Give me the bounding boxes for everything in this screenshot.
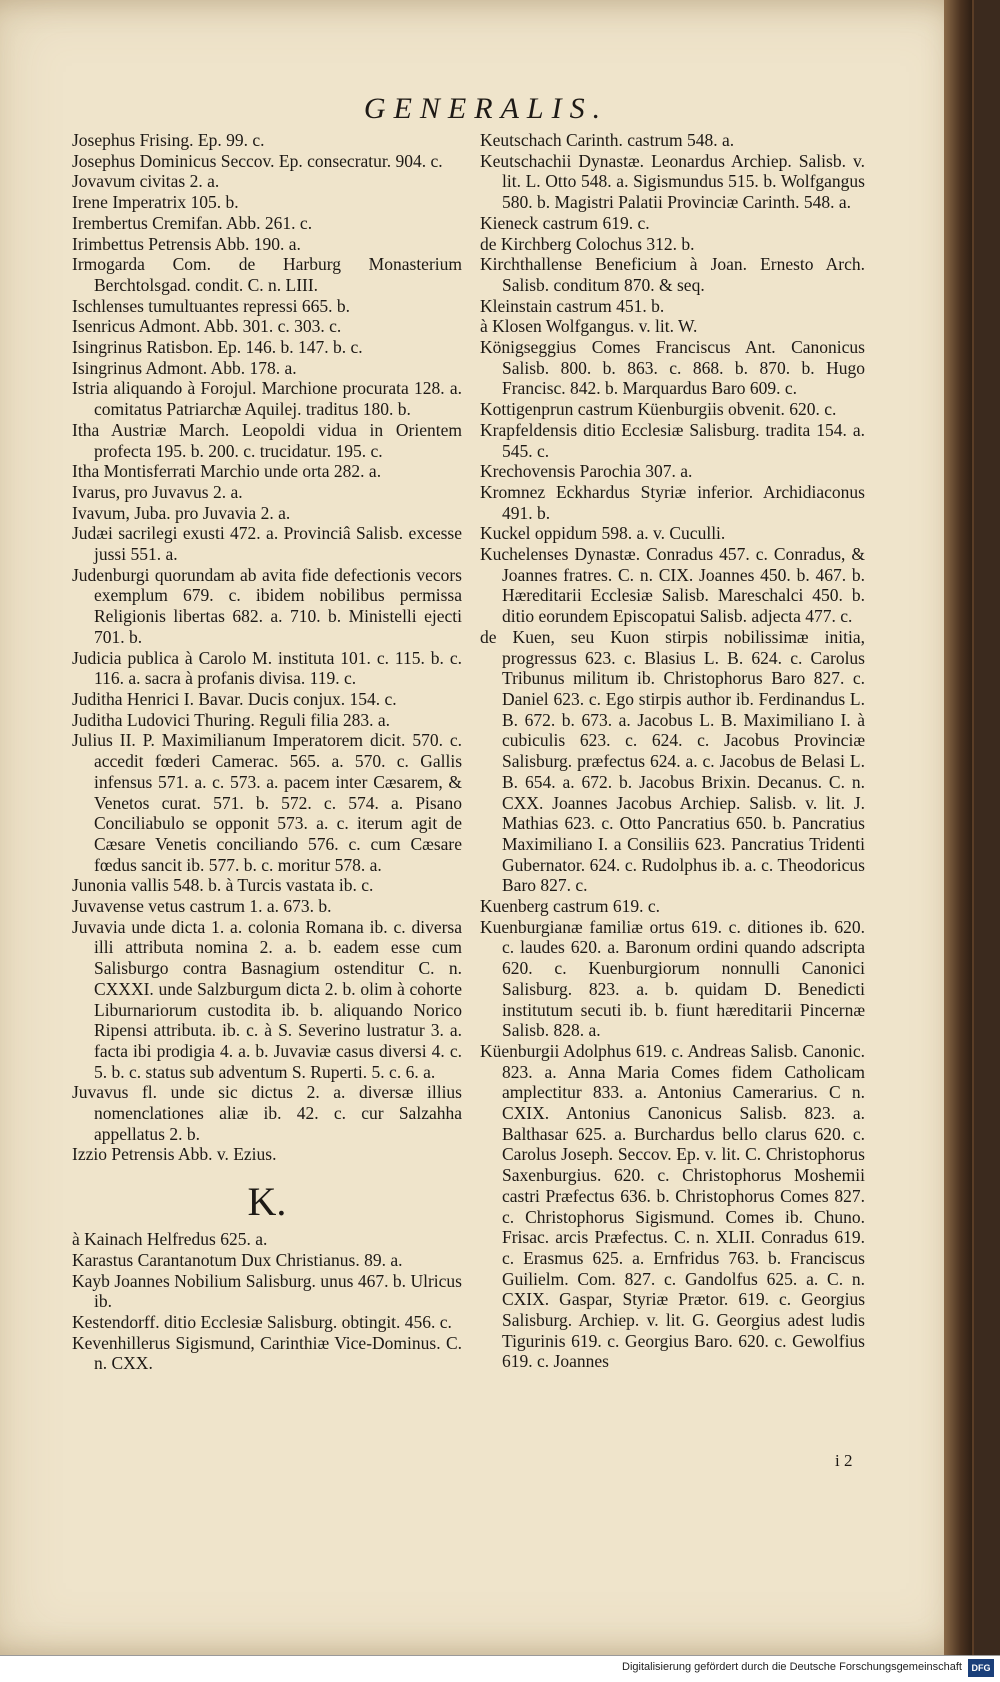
index-entry: Keutschach Carinth. castrum 548. a.: [480, 130, 735, 150]
index-entry: Kleinstain castrum 451. b.: [480, 295, 665, 316]
dfg-logo-icon: DFG: [968, 1659, 994, 1677]
index-entry: Juditha Ludovici Thuring. Reguli filia 283. a.: [72, 709, 391, 730]
index-entry: Juvavia unde dicta 1. a. colonia Romana ib. c. diversa illi attributa nomina 2. a. b. eadem esse cum Salisburgo contra Basnagium ostenditur C. n. CXXXI. unde Salzburgum dicta 2. b. olim à cohorte Liburnariorum custodita ib. b. aliquando Norico Ripensi attributa. ib. c. à S. Severino lustratur 3. a. facta ibi prodigia 4. a. b. Juvaviæ casus diversi 4. c. 5. b. c. status sub adventum S. Ruperti. 5. c. 6. a.: [72, 916, 462, 1082]
index-entry: Itha Austriæ March. Leopoldi vidua in Orientem profecta 195. b. 200. c. trucidatur. 195. c.: [72, 419, 462, 461]
index-entry: Isingrinus Admont. Abb. 178. a.: [72, 357, 297, 378]
index-entry: Judæi sacrilegi exusti 472. a. Provinciâ Salisb. excesse jussi 551. a.: [72, 523, 462, 565]
index-entry: Ivarus, pro Juvavus 2. a.: [72, 481, 243, 502]
index-entry: Königseggius Comes Franciscus Ant. Canonicus Salisb. 800. b. 863. c. 868. b. 870. b. Hugo Francisc. 842. b. Marquardus Baro 609. c.: [480, 337, 865, 399]
index-entry: Kieneck castrum 619. c.: [480, 212, 650, 233]
index-entry: Kuchelenses Dynastæ. Conradus 457. c. Conradus, & Joannes fratres. C. n. CIX. Joannes 450. b. 467. b. Hæreditarii Ecclesiæ Salisb. Mareschalci 450. b. ditio eorundem Episcopatui Salisb. adjecta 477. c.: [480, 544, 865, 627]
index-entry: Ivavum, Juba. pro Juvavia 2. a.: [72, 502, 291, 523]
index-entry: Itha Montisferrati Marchio unde orta 282. a.: [72, 461, 382, 482]
index-entry: Kottigenprun castrum Küenburgiis obvenit. 620. c.: [480, 399, 837, 420]
funding-credit: Digitalisierung gefördert durch die Deutsche Forschungsgemeinschaft: [622, 1661, 962, 1673]
index-entry: Irene Imperatrix 105. b.: [72, 192, 239, 213]
index-entry: Krapfeldensis ditio Ecclesiæ Salisburg. tradita 154. a. 545. c.: [480, 419, 865, 461]
page-header: GENERALIS.: [363, 92, 609, 125]
index-entry: Karastus Carantanotum Dux Christianus. 89. a.: [72, 1249, 403, 1270]
index-entry: Krechovensis Parochia 307. a.: [480, 461, 693, 482]
index-entry: Judicia publica à Carolo M. instituta 101. c. 115. b. c. 116. a. sacra à profanis divisa. 119. c.: [72, 647, 462, 689]
index-entry: Jovavum civitas 2. a.: [72, 171, 220, 192]
index-entry: Judenburgi quorundam ab avita fide defectionis vecors exemplum 679. c. ibidem nobilibus permissa Religionis libertas 682. a. 710. b. Ministelli ejecti 701. b.: [72, 564, 462, 647]
section-letter: K.: [247, 1179, 287, 1225]
footer-bar: [0, 1655, 1000, 1682]
index-entry: Juditha Henrici I. Bavar. Ducis conjux. 154. c.: [72, 688, 397, 709]
index-entry: Irimbettus Petrensis Abb. 190. a.: [72, 233, 301, 254]
page-edge: [944, 0, 972, 1660]
index-entry: Küenburgii Adolphus 619. c. Andreas Salisb. Canonic. 823. a. Anna Maria Comes fidem Catholicam amplectitur 833. a. Antonius Camerarius. C n. CXIX. Antonius Canonicus Salisb. 823. a. Balthasar 625. a. Burchardus bello clarus 620. c. Carolus Joseph. Seccov. Ep. v. lit. C. Christophorus Saxenburgius. 620. c. Christophorus Moshemii castri Præfectus 636. b. Christophorus Comes 827. c. Christophorus Sigismund. Comes ib. Chuno. Frisac. arcis Præfectus. C. n. XLII. Conradus 619. c. Erasmus 625. a. Ernfridus 763. b. Franciscus Guilielm. Com. 827. c. Gandolfus 625. a. C. n. CXIX. Gaspar, Styriæ Prætor. 619. c. Georgius Salisburg. Archiep. v. lit. G. Georgius adest ludis Tigurinis 619. c. Georgius Baro. 620. c. Gewolfius 619. c. Joannes: [480, 1040, 865, 1372]
index-entry: Kirchthallense Beneficium à Joan. Ernesto Arch. Salisb. conditum 870. & seq.: [480, 254, 865, 295]
index-entry: Istria aliquando à Forojul. Marchione procurata 128. a. comitatus Patriarchæ Aquilej. traditus 180. b.: [72, 378, 462, 420]
index-entry: Kuenburgianæ familiæ ortus 619. c. ditiones ib. 620. c. laudes 620. a. Baronum ordini quando adscripta 620. c. Kuenburgiorum nonnulli Canonici Salisburg. 823. a. b. quidam D. Benedicti institutum secuti ib. b. fiunt hæreditarii Pincernæ Salisb. 828. a.: [480, 916, 865, 1041]
left-column: [72, 130, 462, 1374]
index-entry: Kuckel oppidum 598. a. v. Cuculli.: [480, 523, 726, 544]
index-entry: à Kainach Helfredus 625. a.: [72, 1229, 268, 1250]
index-entry: Kromnez Eckhardus Styriæ inferior. Archidiaconus 491. b.: [480, 481, 865, 523]
signature-mark: i 2: [835, 1451, 853, 1470]
index-entry: Kestendorff. ditio Ecclesiæ Salisburg. obtingit. 456. c.: [72, 1311, 452, 1332]
index-entry: Isenricus Admont. Abb. 301. c. 303. c.: [72, 316, 342, 337]
index-entry: Josephus Frising. Ep. 99. c.: [72, 130, 265, 150]
index-entry: de Kirchberg Colochus 312. b.: [480, 233, 695, 254]
index-entry: Junonia vallis 548. b. à Turcis vastata ib. c.: [72, 875, 374, 896]
index-entry: Josephus Dominicus Seccov. Ep. consecratur. 904. c.: [72, 150, 443, 171]
index-entry: Isingrinus Ratisbon. Ep. 146. b. 147. b. c.: [72, 337, 363, 358]
index-entry: Juvavus fl. unde sic dictus 2. a. diversæ illius nomenclationes aliæ ib. 42. c. cur Salzahha appellatus 2. b.: [72, 1082, 462, 1144]
index-entry: Keutschachii Dynastæ. Leonardus Archiep. Salisb. v. lit. L. Otto 548. a. Sigismundus 515. b. Wolfgangus 580. b. Magistri Palatii Provinciæ Carinth. 548. a.: [480, 150, 865, 213]
index-entry: Julius II. P. Maximilianum Imperatorem dicit. 570. c. accedit fœderi Camerac. 565. a. 570. c. Gallis infensus 571. a. c. 573. a. pacem inter Cæsarem, & Venetos curat. 571. b. 572. c. 574. a. Pisano Conciliabulo se opponit 573. a. c. iterum agit de Cæsare Venetis conciliando 576. c. cum Cæsare fœdus sancit ib. 577. b. c. moritur 578. a.: [72, 730, 462, 875]
index-entry: de Kuen, seu Kuon stirpis nobilissimæ initia, progressus 623. c. Blasius L. B. 624. c. Carolus Tribunus militum ib. Christophorus Baro 827. c. Daniel 623. c. Ego stirpis author ib. Ferdinandus L. B. 672. b. 673. a. Jacobus L. B. Maximiliano I. à cubiculis 623. c. 624. c. Jacobus Provinciæ Salisburg. præfectus 624. a. c. Jacobus de Belasi L. B. 654. a. 672. b. Jacobus Brixin. Decanus. C. n. CXX. Joannes Jacobus Archiep. Salisb. v. lit. J. Mathias 623. c. Otto Pancratius 650. b. Pancratius Maximiliano I. a Consiliis 623. Pancratius Tridenti Gubernator. 624. c. Rudolphus ib. a. c. Theodoricus Baro 827. c.: [480, 626, 865, 896]
right-column: [480, 130, 865, 1372]
index-entry: Kevenhillerus Sigismund, Carinthiæ Vice-Dominus. C. n. CXX.: [72, 1332, 462, 1374]
index-entry: Kayb Joannes Nobilium Salisburg. unus 467. b. Ulricus ib.: [72, 1270, 462, 1312]
index-entry: Irembertus Cremifan. Abb. 261. c.: [72, 212, 313, 233]
index-entry: Irmogarda Com. de Harburg Monasterium Berchtolsgad. condit. C. n. LIII.: [72, 254, 462, 295]
index-entry: Kuenberg castrum 619. c.: [480, 896, 660, 917]
index-entry: Izzio Petrensis Abb. v. Ezius.: [72, 1144, 277, 1165]
index-entry: Ischlenses tumultuantes repressi 665. b.: [72, 295, 351, 316]
index-entry: à Klosen Wolfgangus. v. lit. W.: [480, 316, 698, 337]
index-entry: Juvavense vetus castrum 1. a. 673. b.: [72, 896, 332, 917]
